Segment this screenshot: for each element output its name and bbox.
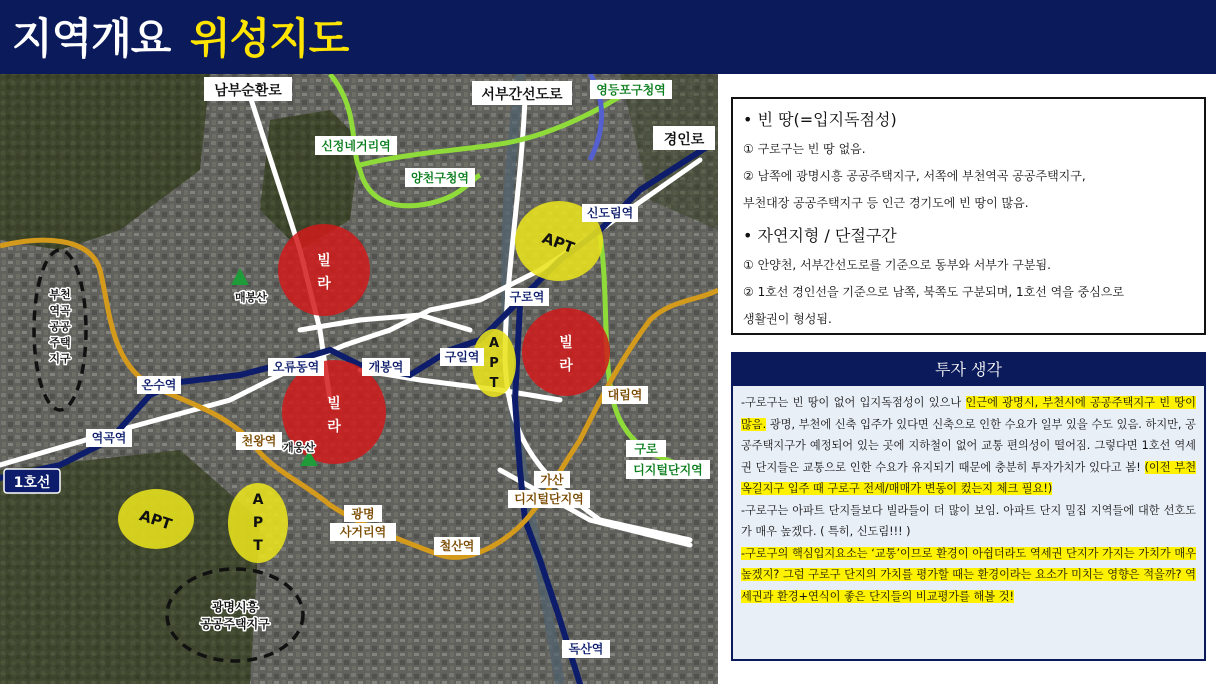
station-label: 온수역 — [141, 378, 177, 392]
station-label: 디지털단지역 — [633, 463, 703, 477]
station-label: 철산역 — [439, 539, 475, 553]
road-label-gyeongin — [653, 126, 715, 150]
district-label-bucheon: 역곡 — [49, 304, 71, 317]
station-label: 사거리역 — [339, 525, 387, 539]
apt-cluster-onsu[interactable] — [118, 489, 194, 549]
station-label: 대림역 — [607, 388, 643, 402]
page-title-highlight: 위성지도 — [190, 14, 349, 63]
station-label: 구로 — [634, 442, 658, 456]
apt-label: APT — [137, 506, 175, 534]
villa-label: 빌 — [327, 396, 341, 412]
station-label: 양천구청역 — [411, 171, 469, 185]
invest-text: 광명, 부천에 신축 입주가 있다면 신축으로 인한 수요가 일부 있을 수도 있음. 하지만, 공공주택지구가 예정되어 있는 곳에 지하철이 없어 교통 편의성이 떨어짐. 그렇다면 1호선 역세권 단지들은 교통으로 인한 수요가 유지되기 때문에 충분히 투자가치가 있다고 봄! — [741, 417, 1196, 474]
station-label: 오류동역 — [272, 360, 320, 374]
station-label: 광명 — [351, 507, 375, 521]
invest-highlight: 인근에 광명시, 부천시에 공공주택지구 빈 땅이 많음. — [741, 396, 1196, 431]
invest-text: -구로구는 빈 땅이 없어 입지독점성이 있으나 — [741, 396, 966, 409]
station-label: 역곡역 — [91, 431, 127, 445]
station-label: 신정네거리역 — [321, 139, 391, 153]
info-line: 생활권이 형성됨. — [743, 312, 832, 326]
district-label-bucheon: 주택 — [49, 336, 71, 349]
station-label: 구로역 — [509, 290, 545, 304]
info-line: ① 구로구는 빈 땅 없음. — [743, 142, 866, 156]
investment-thoughts-box — [731, 352, 1206, 661]
villa-label: 라 — [327, 419, 341, 435]
road-label-nambu — [204, 77, 292, 101]
villa-cluster-1[interactable] — [278, 224, 370, 316]
mountain-label-maebong: 매봉산 — [235, 291, 267, 304]
apt-label: APT — [539, 228, 577, 257]
section-title-vacant-land: • 빈 땅(=입지독점성) — [743, 110, 897, 129]
apt-label-v: A — [488, 336, 500, 351]
page-title: 지역개요 — [12, 14, 171, 63]
investment-title: 투자 생각 — [733, 354, 1204, 386]
info-line: ② 1호선 경인선을 기준으로 남쪽, 북쪽도 구분되며, 1호선 역을 중심으로 — [743, 285, 1124, 299]
apt-label-v: T — [489, 376, 499, 391]
info-line: 부천대장 공공주택지구 등 인근 경기도에 빈 땅이 많음. — [743, 196, 1029, 210]
station-label: 가산 — [540, 473, 564, 487]
villa-cluster-3[interactable] — [522, 308, 610, 396]
invest-highlight: (이전 부천 옥길지구 입주 때 구로구 전세/매매가 변동이 컸는지 체크 필요!) — [741, 460, 1196, 495]
villa-label: 라 — [559, 358, 573, 374]
apt-label-v: P — [489, 356, 499, 371]
station-label: 디지털단지역 — [514, 492, 584, 506]
invest-text: -구로구는 아파트 단지들보다 빌라들이 더 많이 보임. 아파트 단지 밀집 지역들에 대한 선호도가 매우 높겠다. ( 특히, 신도림!!! ) — [741, 503, 1196, 538]
section-title-terrain: • 자연지형 / 단절구간 — [743, 226, 897, 245]
analysis-box — [731, 97, 1206, 335]
station-label: 천왕역 — [241, 434, 277, 448]
district-label-bucheon: 지구 — [49, 352, 71, 365]
apt-cluster-cheonwang[interactable] — [228, 483, 288, 563]
header-bar — [0, 0, 1216, 74]
svg-text:남부순환로: 남부순환로 — [214, 83, 282, 99]
svg-text:경인로: 경인로 — [663, 132, 705, 148]
invest-highlight: -구로구의 핵심입지요소는 ‘교통’이므로 환경이 아쉽더라도 역세권 단지가 가지는 가치가 매우 높겠지? 그럼 구로구 단지의 가치를 평가할 때는 환경이라는 요소가 미치는 영향은 적을까? 역세권과 환경+연식이 좋은 단지들의 비교평가를 해볼 것! — [741, 546, 1196, 603]
station-label: 영등포구청역 — [596, 83, 666, 97]
apt-label-v: T — [253, 538, 263, 554]
info-line: ② 남쪽에 광명시흥 공공주택지구, 서쪽에 부천역곡 공공주택지구, — [743, 169, 1086, 183]
road-label-seobu — [472, 81, 572, 105]
info-line: ① 안양천, 서부간선도로를 기준으로 동부와 서부가 구분됨. — [743, 258, 1051, 272]
station-label: 구일역 — [444, 350, 480, 364]
villa-label: 라 — [317, 276, 331, 292]
villa-label: 빌 — [317, 253, 331, 269]
mountain-label-gaeung: 개웅산 — [283, 441, 315, 454]
station-label: 독산역 — [568, 642, 604, 656]
svg-text:서부간선도로: 서부간선도로 — [481, 87, 563, 103]
district-label-gwangmyeong: 광명시흥 — [211, 600, 259, 614]
district-label-gwangmyeong: 공공주택지구 — [200, 617, 270, 631]
station-label: 개봉역 — [368, 360, 404, 374]
apt-label-v: A — [252, 492, 264, 508]
district-label-bucheon: 부천 — [49, 288, 71, 301]
investment-body — [733, 386, 1204, 613]
satellite-map[interactable] — [0, 74, 718, 684]
apt-label-v: P — [252, 515, 264, 531]
station-label: 신도림역 — [586, 206, 634, 220]
svg-text:1호선: 1호선 — [13, 475, 51, 491]
line1-badge — [4, 469, 60, 493]
district-label-bucheon: 공공 — [49, 320, 71, 333]
villa-label: 빌 — [559, 335, 573, 351]
